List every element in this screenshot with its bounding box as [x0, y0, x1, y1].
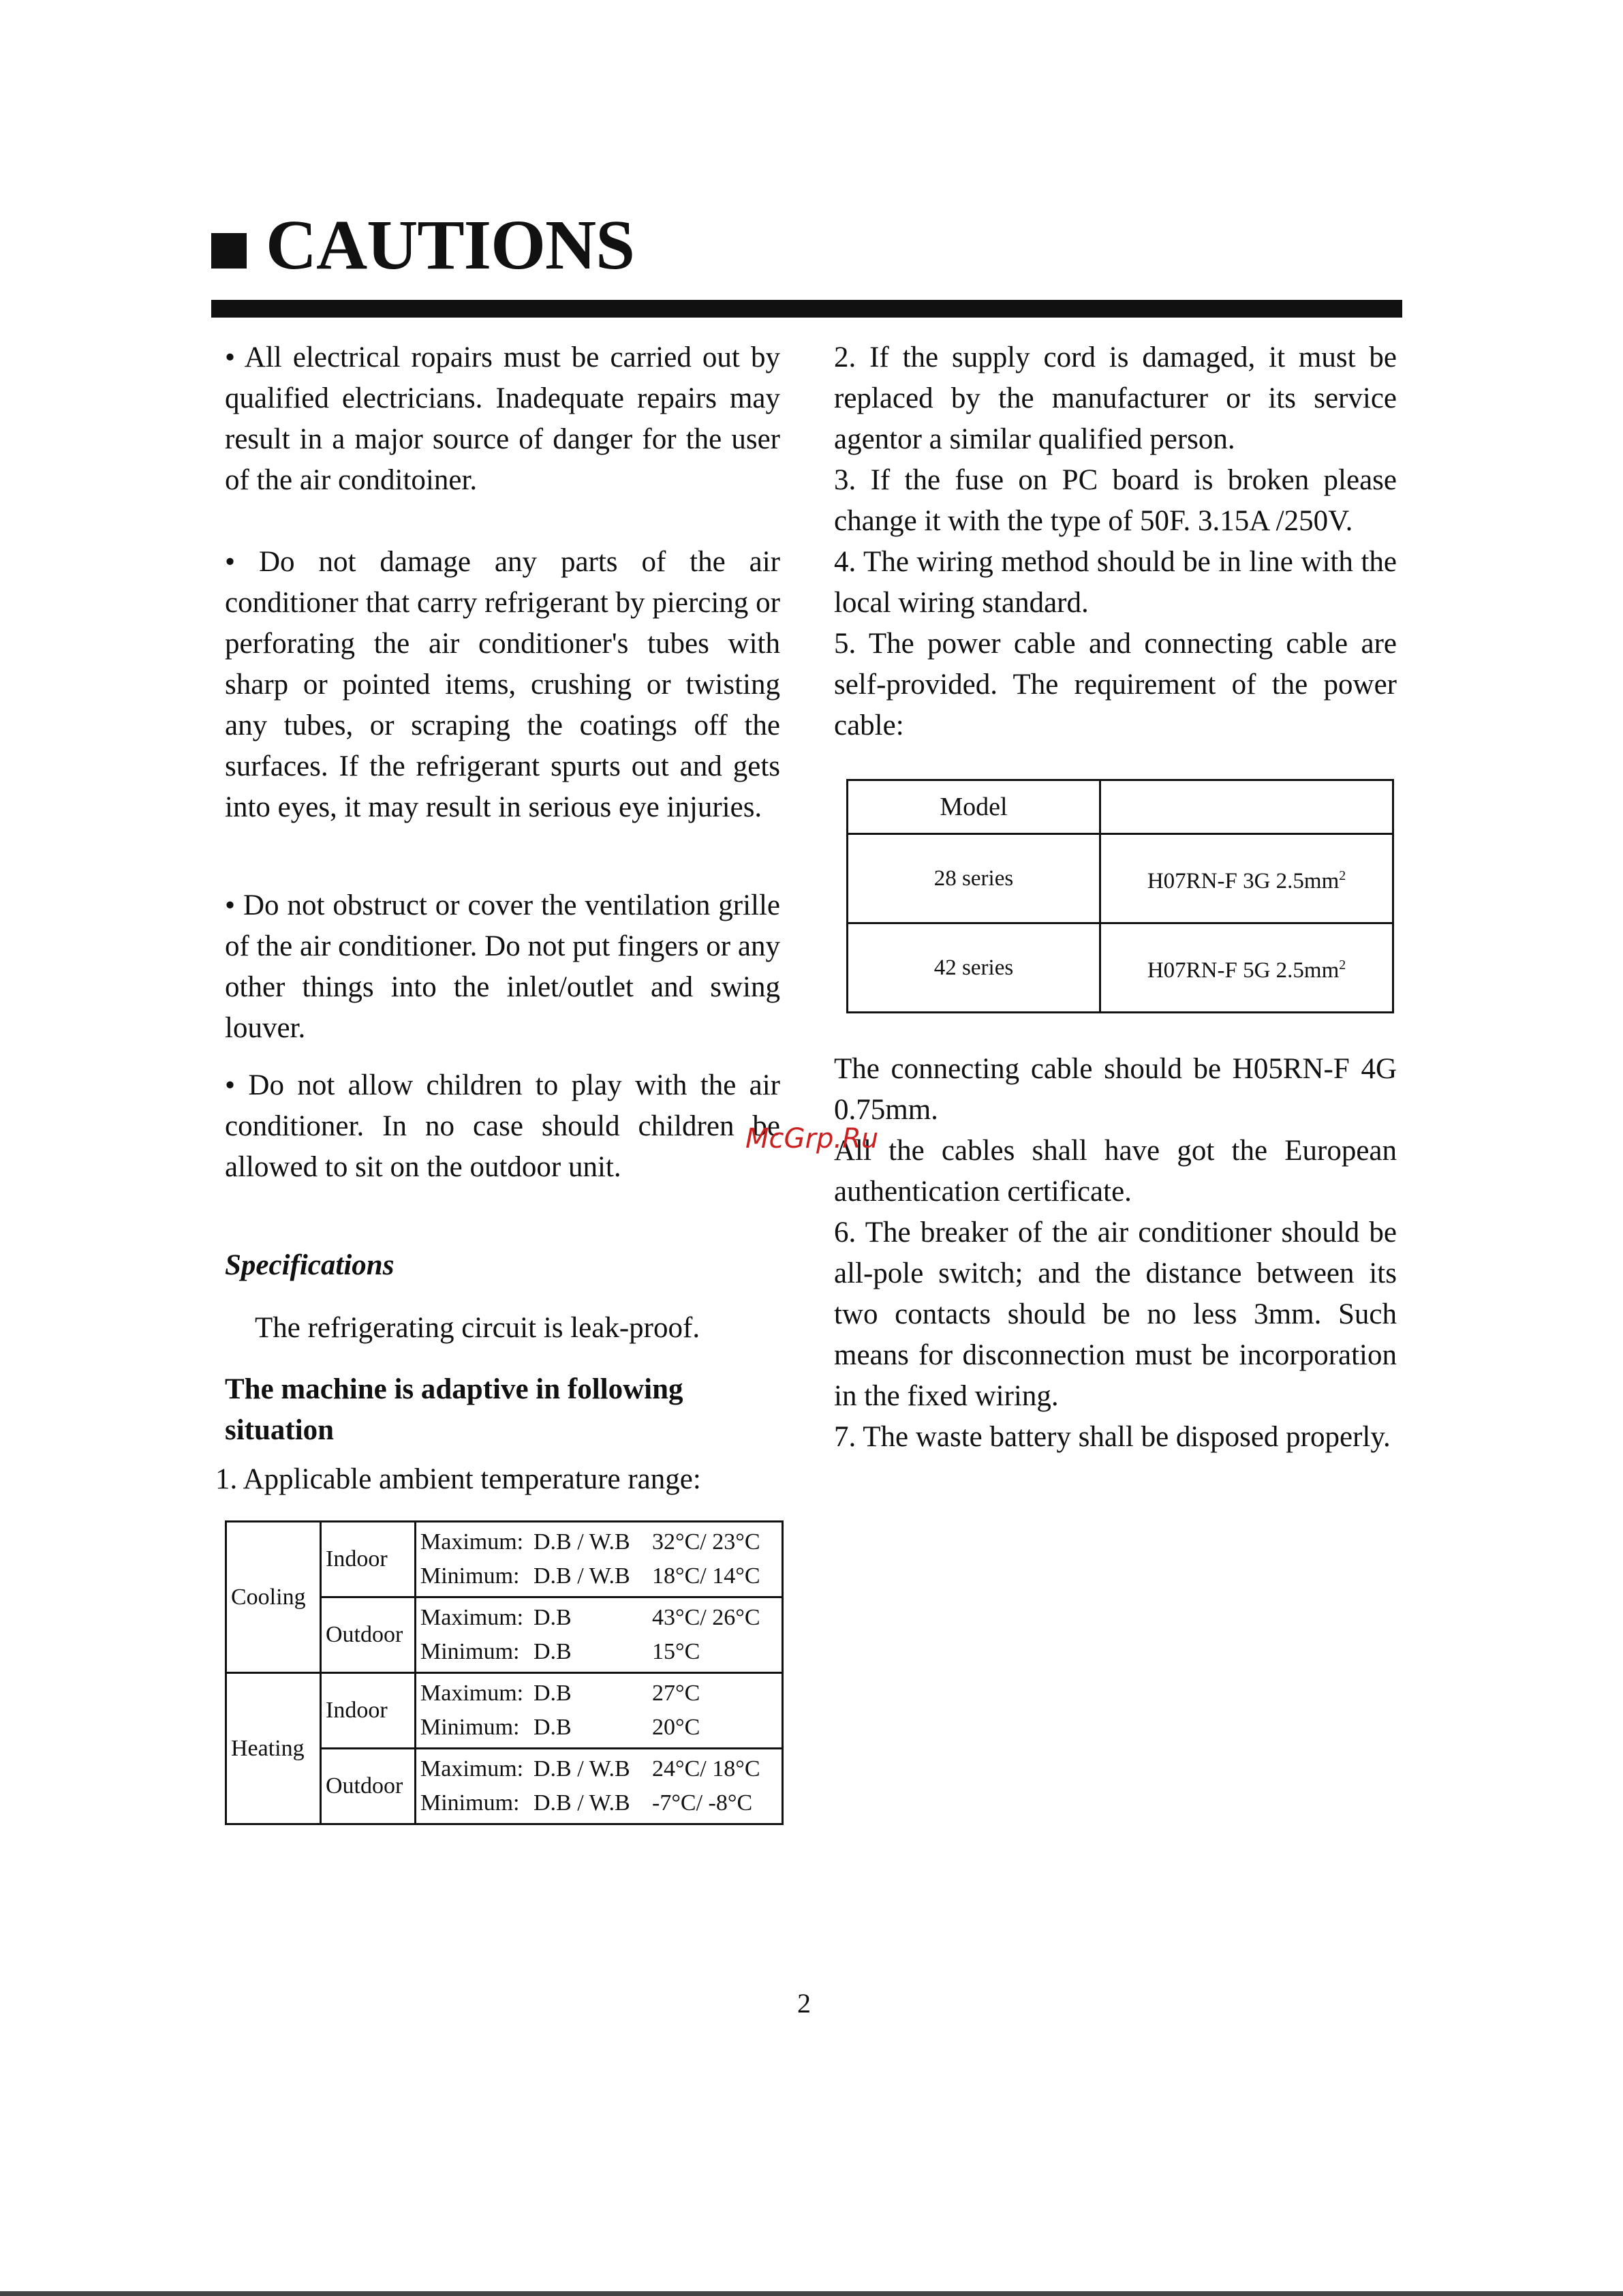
title-square-bullet: [211, 233, 247, 269]
caution-bullet-refrigerant: • Do not damage any parts of the air conditioner that carry refrigerant by piercing or perforating the air conditioner's tubes with sharp or pointed items, crushing or twisting any tubes, or scraping the coatings off the surfaces. If the refrigerant spurts out and gets into eyes, it may result in serious eye injuries.: [225, 546, 780, 823]
specifications-text: The refrigerating circuit is leak-proof.: [255, 1312, 700, 1344]
cable-row-model: 42 series: [848, 923, 1100, 1013]
cooling-indoor-values: [416, 1522, 783, 1597]
cooling-outdoor-max: 43°C/ 26°C: [652, 1605, 760, 1630]
heating-outdoor-values: [416, 1749, 783, 1824]
cooling-outdoor-min: 15°C: [652, 1639, 700, 1664]
cable-spec-superscript: 2: [1339, 868, 1346, 883]
cable-row-model: 28 series: [848, 834, 1100, 923]
caution-bullet-ventilation: • Do not obstruct or cover the ventilation grille of the air conditioner. Do not put fingers or any other things into the inlet/outlet and swing louver.: [225, 889, 780, 1044]
caution-bullet-children: • Do not allow children to play with the air conditioner. In no case should children be allowed to sit on the outdoor unit.: [225, 1069, 780, 1183]
temperature-range-table: [225, 1520, 784, 1825]
page-title: [211, 206, 634, 284]
title-text: CAUTIONS: [266, 206, 634, 284]
min-label: Minimum:: [420, 1715, 520, 1740]
page-number: 2: [797, 1988, 811, 2019]
title-rule: [211, 300, 1402, 318]
max-label: Maximum:: [420, 1529, 524, 1555]
heating-outdoor-min: -7°C/ -8°C: [652, 1790, 753, 1816]
heating-indoor-label: Indoor: [321, 1673, 416, 1749]
cooling-label: Cooling: [226, 1522, 321, 1673]
min-label: Minimum:: [420, 1563, 520, 1589]
connecting-cable-text: The connecting cable should be H05RN-F 4G 0.75mm.: [834, 1053, 1397, 1126]
caution-item-4: 4. The wiring method should be in line with the local wiring standard.: [834, 546, 1397, 619]
condition-label: D.B / W.B: [534, 1529, 630, 1555]
scan-bottom-edge: [0, 2291, 1623, 2296]
cooling-indoor-label: Indoor: [321, 1522, 416, 1597]
heating-outdoor-max: 24°C/ 18°C: [652, 1756, 760, 1781]
caution-item-5: 5. The power cable and connecting cable are self-provided. The requirement of the power cable:: [834, 628, 1397, 741]
watermark: McGrp.Ru: [745, 1123, 879, 1154]
cable-header-model: Model: [848, 780, 1100, 834]
caution-item-3: 3. If the fuse on PC board is broken please change it with the type of 50F. 3.15A /250V.: [834, 464, 1397, 537]
heating-indoor-max: 27°C: [652, 1681, 700, 1706]
cable-row-spec: [1100, 923, 1393, 1013]
temperature-range-heading: 1. Applicable ambient temperature range:: [215, 1463, 701, 1495]
cable-spec-superscript: 2: [1339, 958, 1346, 973]
cooling-outdoor-values: [416, 1597, 783, 1673]
cable-spec-text: H07RN-F 5G 2.5mm: [1147, 958, 1340, 983]
condition-label: D.B: [534, 1681, 572, 1706]
certificate-text: All the cables shall have got the European authentication certificate.: [834, 1135, 1397, 1208]
left-column: [215, 337, 780, 1825]
caution-bullet-electrical: • All electrical ropairs must be carried out by qualified electricians. Inadequate repairs may result in a major source of danger for the user of the air conditoiner.: [225, 341, 780, 496]
heating-label: Heating: [226, 1673, 321, 1824]
cable-header-blank: [1100, 780, 1393, 834]
condition-label: D.B / W.B: [534, 1790, 630, 1816]
cooling-indoor-max: 32°C/ 23°C: [652, 1529, 760, 1555]
condition-label: D.B / W.B: [534, 1563, 630, 1589]
right-column: [834, 337, 1397, 1458]
condition-label: D.B: [534, 1639, 572, 1664]
max-label: Maximum:: [420, 1681, 524, 1706]
caution-item-7: 7. The waste battery shall be disposed properly.: [834, 1421, 1391, 1453]
cable-spec-text: H07RN-F 3G 2.5mm: [1147, 869, 1340, 893]
adaptive-heading: The machine is adaptive in following situation: [225, 1373, 683, 1446]
cooling-outdoor-label: Outdoor: [321, 1597, 416, 1673]
heating-indoor-values: [416, 1673, 783, 1749]
specifications-heading: Specifications: [225, 1249, 395, 1281]
condition-label: D.B / W.B: [534, 1756, 630, 1781]
min-label: Minimum:: [420, 1790, 520, 1816]
cable-row-spec: [1100, 834, 1393, 923]
power-cable-table: [846, 779, 1394, 1013]
heating-outdoor-label: Outdoor: [321, 1749, 416, 1824]
cooling-indoor-min: 18°C/ 14°C: [652, 1563, 760, 1589]
min-label: Minimum:: [420, 1639, 520, 1664]
heating-indoor-min: 20°C: [652, 1715, 700, 1740]
caution-item-2: 2. If the supply cord is damaged, it must be replaced by the manufacturer or its service agentor a similar qualified person.: [834, 341, 1397, 455]
condition-label: D.B: [534, 1605, 572, 1630]
max-label: Maximum:: [420, 1756, 524, 1781]
condition-label: D.B: [534, 1715, 572, 1740]
max-label: Maximum:: [420, 1605, 524, 1630]
caution-item-6: 6. The breaker of the air conditioner should be all-pole switch; and the distance between its two contacts should be no less 3mm. Such means for disconnection must be incorporation in the fixed wiring.: [834, 1216, 1397, 1412]
